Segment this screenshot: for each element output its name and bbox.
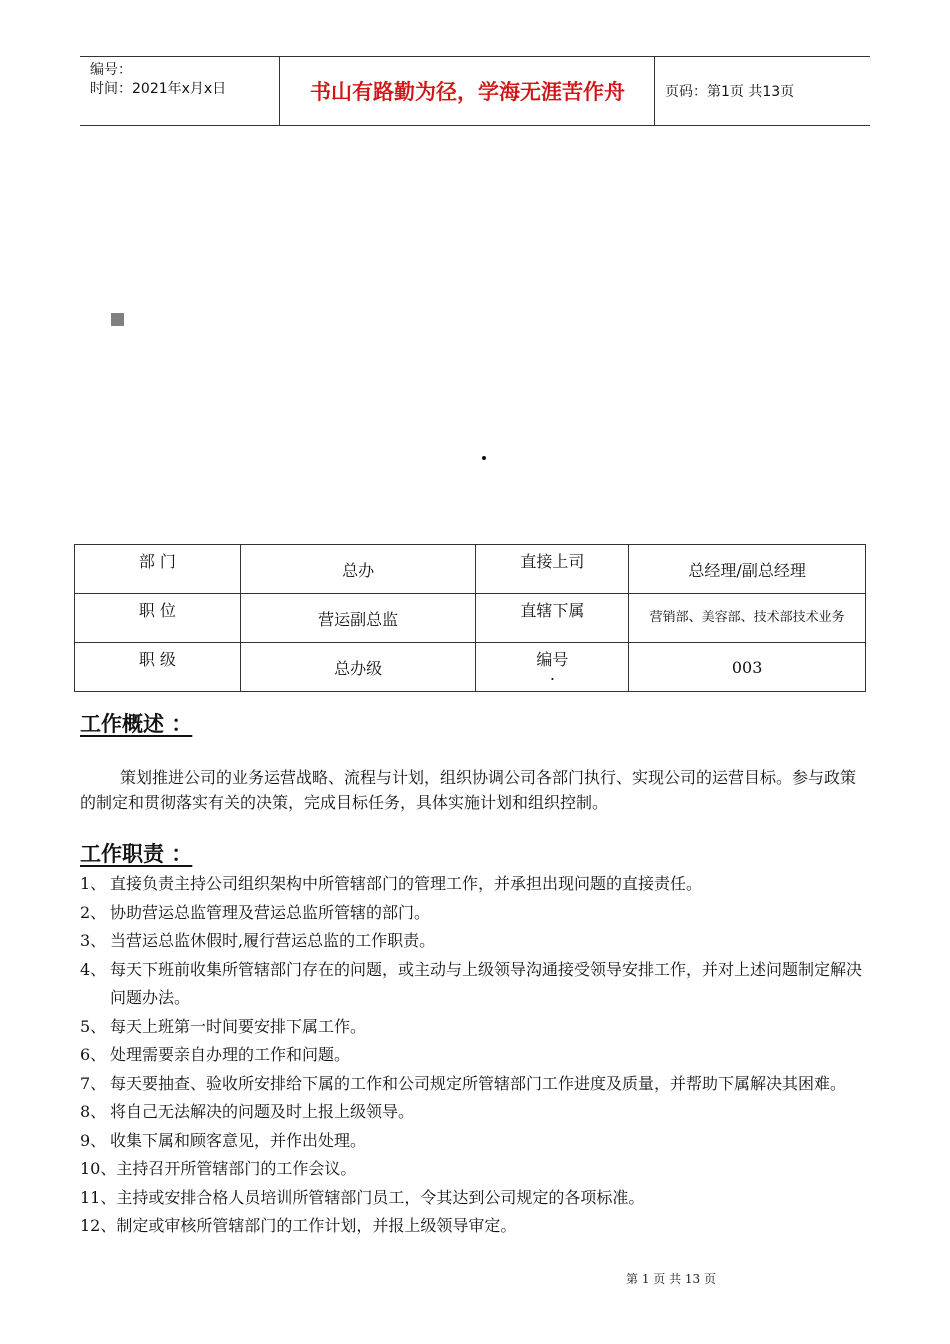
duty-text: 协助营运总监管理及营运总监所管辖的部门。	[110, 902, 431, 922]
duty-text: 将自己无法解决的问题及时上报上级领导。	[110, 1102, 415, 1121]
page-footer: 第 1 页 共 13 页	[626, 1272, 716, 1286]
superior-value: 总经理/副总经理	[629, 545, 866, 594]
position-label: 职 位	[75, 594, 241, 643]
overview-title: 工作概述 ：	[80, 712, 193, 736]
duty-number: 11、	[80, 1187, 117, 1207]
list-item	[80, 1184, 870, 1213]
duty-text: 每天下班前收集所管辖部门存在的问题，或主动与上级领导沟通接受领导安排工作，并对上述问题制定解决问题办法。	[110, 959, 863, 1007]
list-item	[80, 1070, 870, 1099]
job-info-table	[74, 544, 866, 692]
duty-number: 3、	[80, 931, 107, 950]
duty-text: 制定或审核所管辖部门的工作计划，并报上级领导审定。	[116, 1216, 517, 1235]
duties-title: 工作职责 ：	[80, 842, 193, 866]
table-row	[75, 545, 866, 594]
duty-text: 直接负责主持公司组织架构中所管辖部门的管理工作，并承担出现问题的直接责任。	[110, 874, 703, 893]
code-label-cell	[476, 643, 629, 692]
duty-number: 2、	[80, 902, 107, 922]
duty-text: 主持或安排合格人员培训所管辖部门员工，令其达到公司规定的各项标准。	[116, 1187, 645, 1207]
list-item	[80, 1013, 870, 1042]
list-item	[80, 1212, 870, 1241]
duty-number: 5、	[80, 1016, 107, 1036]
duty-text: 每天要抽查、验收所安排给下属的工作和公司规定所管辖部门工作进度及质量，并帮助下属解决其困难。	[110, 1073, 847, 1093]
header-motto: 书山有路勤为径，学海无涯苦作舟	[281, 57, 655, 125]
duty-number: 10、	[80, 1159, 117, 1178]
code-label-mark: .	[549, 665, 555, 684]
grade-value: 总办级	[240, 643, 476, 692]
list-item	[80, 956, 870, 1013]
duty-text: 当营运总监休假时,履行营运总监的工作职责。	[110, 931, 436, 950]
duty-number: 7、	[80, 1073, 107, 1093]
list-item	[80, 870, 870, 899]
list-item	[80, 927, 870, 956]
duty-number: 12、	[80, 1216, 117, 1235]
time-label: 时间：2021年x月x日	[90, 81, 227, 97]
duty-number: 8、	[80, 1102, 107, 1121]
duty-number: 4、	[80, 959, 107, 979]
subordinates-value: 营销部、美容部、技术部技术业务	[629, 594, 866, 643]
code-label: 编号	[536, 650, 569, 669]
list-item	[80, 1155, 870, 1184]
duty-number: 9、	[80, 1130, 107, 1150]
grade-label: 职 级	[75, 643, 241, 692]
duty-text: 收集下属和顾客意见，并作出处理。	[110, 1130, 367, 1150]
duty-number: 1、	[80, 874, 107, 893]
dot-mark	[482, 456, 486, 460]
header-page-info: 页码：第1页 共13页	[665, 84, 795, 100]
page-header	[80, 56, 870, 126]
duties-list	[80, 870, 870, 1241]
table-row	[75, 594, 866, 643]
list-item	[80, 1041, 870, 1070]
gray-square-mark	[111, 313, 124, 326]
header-meta	[80, 57, 280, 125]
department-value: 总办	[240, 545, 476, 594]
list-item	[80, 899, 870, 928]
number-label: 编号：	[90, 62, 132, 78]
duty-text: 处理需要亲自办理的工作和问题。	[110, 1045, 351, 1064]
position-value: 营运副总监	[240, 594, 476, 643]
list-item	[80, 1098, 870, 1127]
duty-number: 6、	[80, 1045, 107, 1064]
list-item	[80, 1127, 870, 1156]
duty-text: 主持召开所管辖部门的工作会议。	[116, 1159, 357, 1178]
table-row	[75, 643, 866, 692]
code-value: 003	[629, 643, 866, 692]
overview-text: 策划推进公司的业务运营战略、流程与计划，组织协调公司各部门执行、实现公司的运营目标。参与政策的制定和贯彻落实有关的决策，完成目标任务，具体实施计划和组织控制。	[80, 768, 857, 812]
department-label: 部 门	[75, 545, 241, 594]
superior-label: 直接上司	[476, 545, 629, 594]
subordinates-label: 直辖下属	[476, 594, 629, 643]
duty-text: 每天上班第一时间要安排下属工作。	[110, 1016, 367, 1036]
